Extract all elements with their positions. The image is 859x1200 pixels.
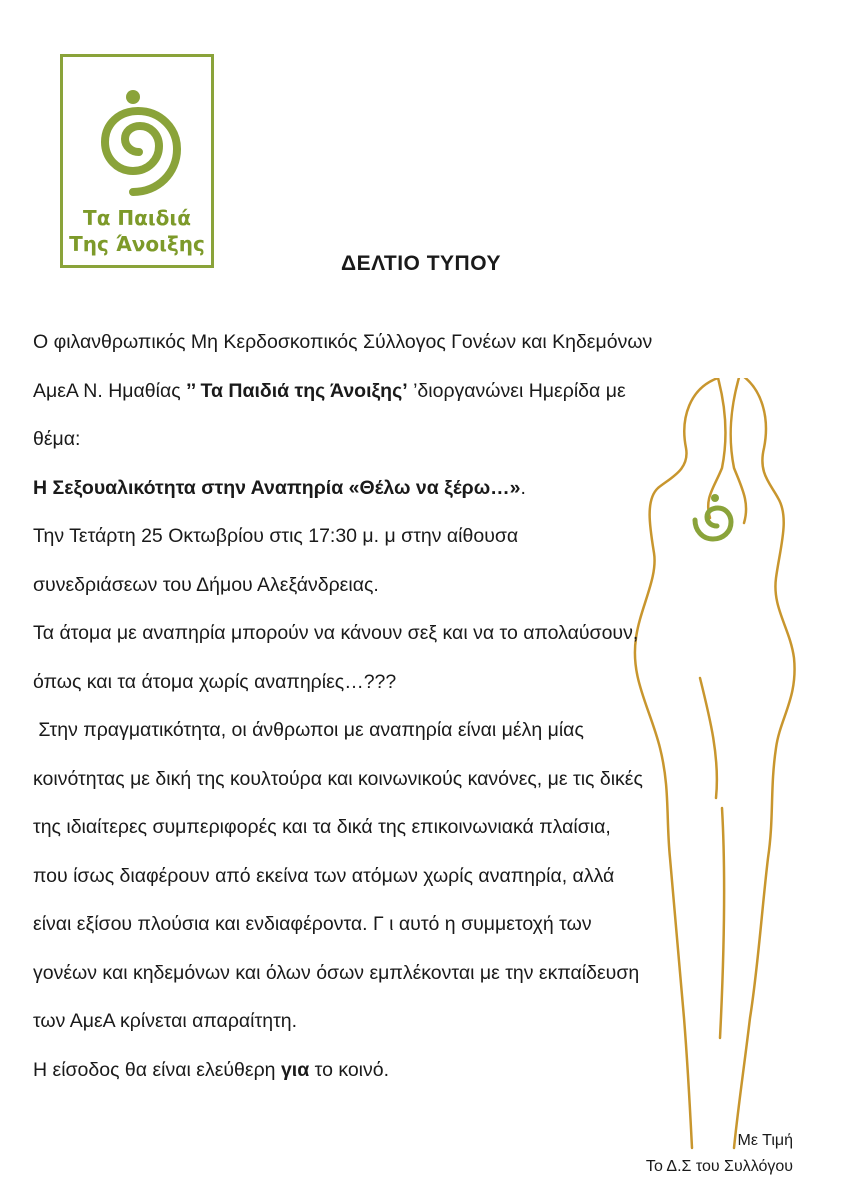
logo-title-line1: Τα Παιδιά xyxy=(83,206,191,230)
paragraph-line: των ΑμεΑ κρίνεται απαραίτητη. xyxy=(33,1010,298,1032)
signature-closing: Με Τιμή xyxy=(737,1132,793,1149)
logo-title-line2: Της Άνοιξης xyxy=(69,232,205,256)
spiral-icon xyxy=(63,57,217,207)
page-title: ΔΕΛΤΙΟ ΤΥΠΟΥ xyxy=(341,252,501,275)
paragraph-line: της ιδιαίτερες συμπεριφορές και τα δικά της επικοινωνιακά πλαίσια, xyxy=(33,816,611,838)
paragraph-line: που ίσως διαφέρουν από εκείνα των ατόμων χωρίς αναπηρία, αλλά xyxy=(33,864,615,887)
paragraph-line: Τα άτομα με αναπηρία μπορούν να κάνουν σεξ και να το απολαύσουν, xyxy=(33,622,639,644)
admission-line: Η είσοδος θα είναι ελεύθερη για το κοινό. xyxy=(33,1058,390,1081)
paragraph-line: γονέων και κηδεμόνων και όλων όσων εμπλέκονται με την εκπαίδευση xyxy=(33,961,640,984)
paragraph-line: είναι εξίσου πλούσια και ενδιαφέροντα. Γ ι αυτό η συμμετοχή των xyxy=(33,913,592,935)
signature-block xyxy=(646,1128,793,1180)
event-topic: Η Σεξουαλικότητα στην Αναπηρία «Θέλω να ξέρω…». xyxy=(33,476,526,499)
paragraph-line: Ο φιλανθρωπικός Μη Κερδοσκοπικός Σύλλογος Γονέων και Κηδεμόνων xyxy=(33,331,653,353)
signature-signer: Το Δ.Σ του Συλλόγου xyxy=(645,1158,793,1175)
organization-logo xyxy=(60,54,214,268)
press-release-body xyxy=(33,318,813,1094)
paragraph-line: κοινότητας με δική της κουλτούρα και κοινωνικούς κανόνες, με τις δικές xyxy=(33,767,643,790)
event-date-line: Την Τετάρτη 25 Οκτωβρίου στις 17:30 μ. μ στην αίθουσα xyxy=(33,525,519,547)
paragraph-line: όπως και τα άτομα χωρίς αναπηρίες…??? xyxy=(33,670,397,693)
organization-name: ’’ Τα Παιδιά της Άνοιξης’ xyxy=(186,379,408,402)
paragraph-line: θέμα: xyxy=(33,428,81,450)
paragraph-line: ΑμεΑ Ν. Ημαθίας ’’ Τα Παιδιά της Άνοιξης’ ’διοργανώνει Ημερίδα με xyxy=(33,379,626,402)
event-venue-line: συνεδριάσεων του Δήμου Αλεξάνδρειας. xyxy=(33,573,379,596)
paragraph-line: Στην πραγματικότητα, οι άνθρωποι με αναπηρία είναι μέλη μίας xyxy=(33,719,584,741)
